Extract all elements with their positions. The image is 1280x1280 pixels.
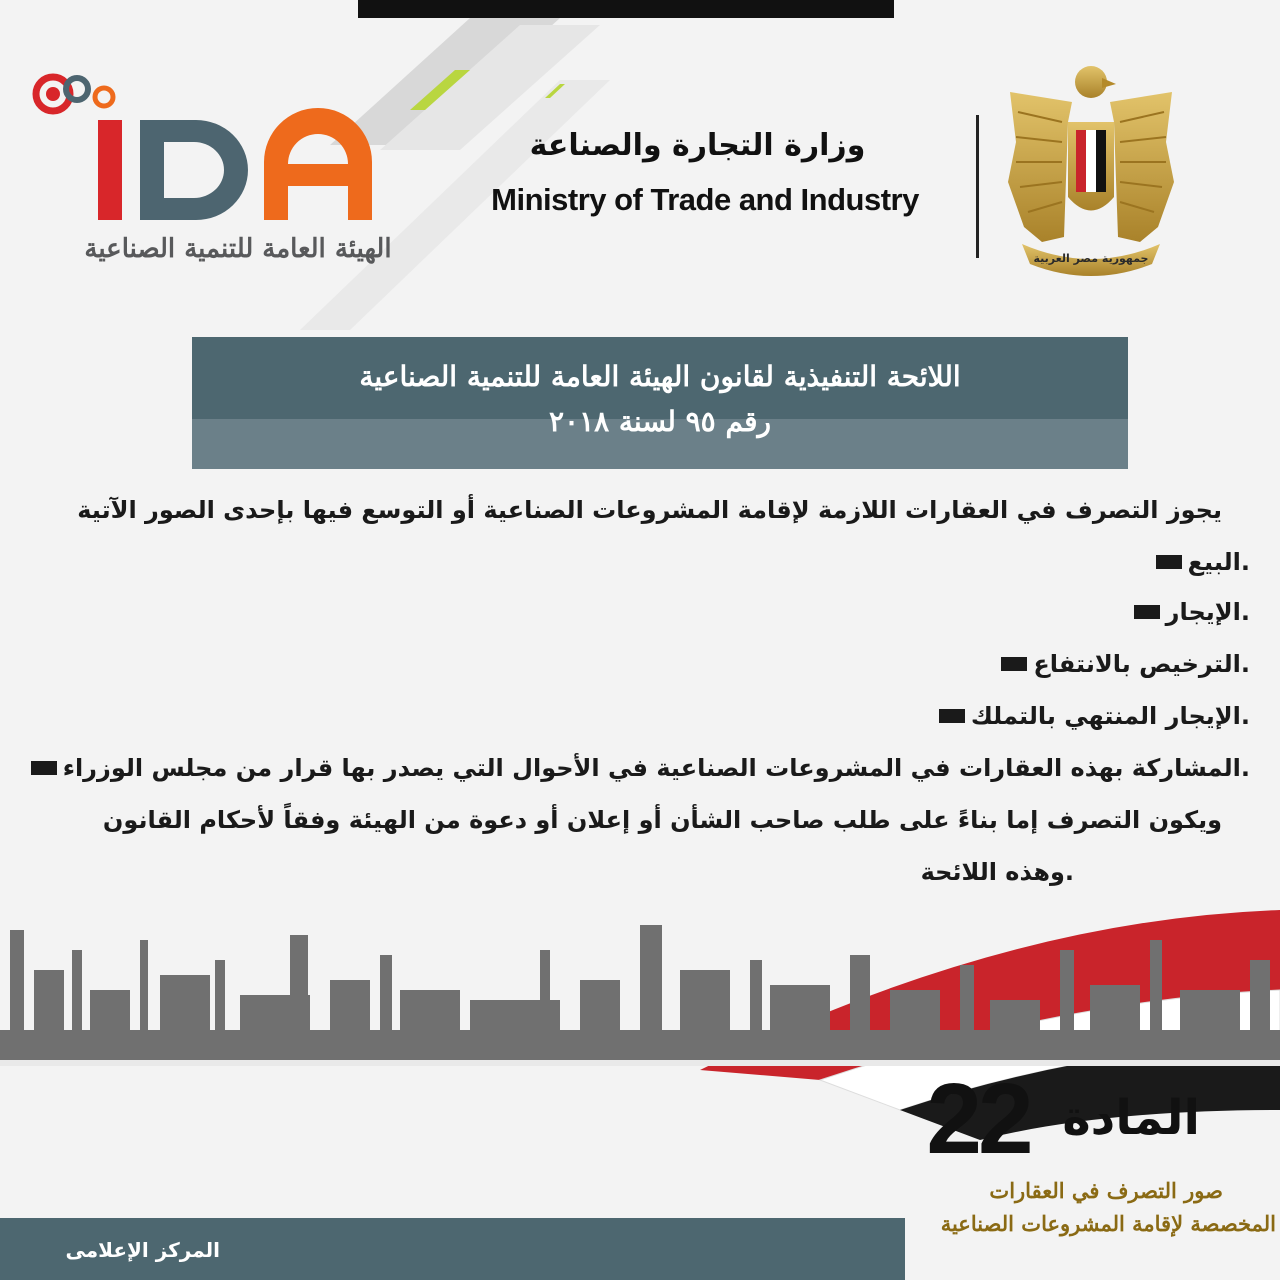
list-item — [1156, 548, 1250, 576]
list-item-text: .المشاركة بهذه العقارات في المشروعات الصناعية في الأحوال التي يصدر بها قرار من مجلس الوزراء — [62, 754, 1250, 782]
ministry-name-english: Ministry of Trade and Industry — [491, 182, 919, 217]
ida-org-name: الهيئة العامة للتنمية الصناعية — [84, 234, 392, 264]
bullet-square-icon — [1001, 657, 1027, 671]
list-item-text: .الإيجار — [1165, 598, 1250, 626]
article-label: المادة — [1062, 1090, 1200, 1146]
list-item-text: .البيع — [1187, 548, 1250, 576]
continuation-text-line-1: ويكون التصرف إما بناءً على طلب صاحب الشأن أو إعلان أو دعوة من الهيئة وفقاً لأحكام القانون — [102, 806, 1222, 834]
list-item-text: .الإيجار المنتهي بالتملك — [970, 702, 1250, 730]
intro-text: يجوز التصرف في العقارات اللازمة لإقامة المشروعات الصناعية أو التوسع فيها بإحدى الصور الآتية — [77, 496, 1222, 524]
bullet-square-icon — [939, 709, 965, 723]
gear-icon — [36, 77, 113, 111]
list-item — [939, 702, 1250, 730]
industrial-skyline — [0, 880, 1280, 1200]
article-number: 22 — [926, 1063, 1030, 1175]
list-item — [1134, 598, 1250, 626]
article-subtitle-line-1: صور التصرف في العقارات — [989, 1178, 1223, 1203]
list-item — [31, 754, 1250, 782]
continuation-text-line-2: .وهذه اللائحة — [920, 858, 1074, 886]
ida-logo-mark — [28, 62, 408, 232]
bullet-square-icon — [1156, 555, 1182, 569]
media-center-label: المركز الإعلامى — [65, 1238, 220, 1262]
article-subtitle-line-2: المخصصة لإقامة المشروعات الصناعية — [940, 1211, 1276, 1236]
list-item — [1001, 650, 1250, 678]
bullet-square-icon — [1134, 605, 1160, 619]
header-divider — [976, 115, 979, 258]
ida-logo — [28, 62, 408, 272]
bullet-square-icon — [31, 761, 57, 775]
emblem-banner-text: جمهورية مصر العربية — [1033, 252, 1149, 265]
list-item-text: .الترخيص بالانتفاع — [1033, 650, 1250, 678]
title-banner — [192, 337, 1128, 469]
regulation-title: اللائحة التنفيذية لقانون الهيئة العامة للتنمية الصناعية — [359, 360, 961, 393]
regulation-number: رقم ٩٥ لسنة ٢٠١٨ — [549, 405, 771, 438]
egypt-eagle-emblem — [1002, 52, 1180, 282]
ministry-name-arabic: وزارة التجارة والصناعة — [529, 128, 866, 163]
